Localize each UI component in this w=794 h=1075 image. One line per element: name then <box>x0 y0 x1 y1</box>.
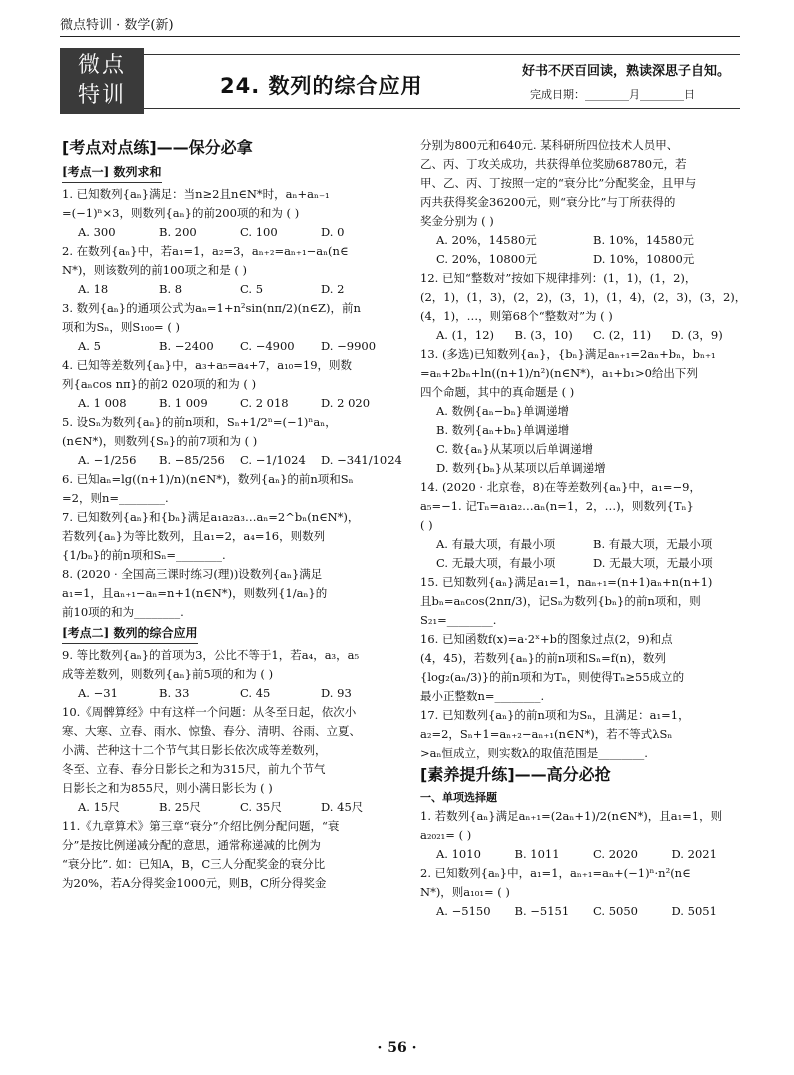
option: B. 8 <box>159 282 183 296</box>
left-column <box>62 136 402 893</box>
options <box>62 451 402 470</box>
question-line: S₂₁=________. <box>420 613 497 627</box>
option: B. 33 <box>159 686 190 700</box>
options <box>420 326 750 345</box>
question-line: 14. (2020 · 北京卷，8)在等差数列{aₙ}中，a₁=−9， <box>420 480 701 494</box>
question-line: a₂₀₂₁= ( ) <box>420 828 472 842</box>
options <box>62 798 402 817</box>
question-12 <box>420 269 750 345</box>
option: C. 数{aₙ}从某项以后单调递增 <box>436 442 594 456</box>
chapter-title: 24. 数列的综合应用 <box>220 74 423 98</box>
option: D. 2 <box>321 282 345 296</box>
option: D. 5051 <box>671 904 717 918</box>
subsection-title: [考点一] 数列求和 <box>62 163 162 183</box>
question-line: 甲、乙、丙、丁按照一定的“衰分比”分配奖金，且甲与 <box>420 176 697 190</box>
question-line: (4，1)，…，则第68个“整数对”为 ( ) <box>420 309 613 323</box>
option: B. 1011 <box>514 847 560 861</box>
question-2 <box>62 242 402 299</box>
part-heading: 一、单项选择题 <box>420 791 497 804</box>
options <box>420 250 750 269</box>
options <box>62 337 402 356</box>
section-title: [考点对点练]——保分必拿 <box>62 138 253 157</box>
option: A. −31 <box>78 686 118 700</box>
question-15 <box>420 573 750 630</box>
question-line: N*)，则a₁₀₁= ( ) <box>420 885 510 899</box>
question-line: 1. 已知数列{aₙ}满足：当n≥2且n∈N*时，aₙ+aₙ₋₁ <box>62 187 330 201</box>
question-line: 2. 已知数列{aₙ}中，a₁=1，aₙ₊₁=aₙ+(−1)ⁿ·n²(n∈ <box>420 866 691 880</box>
question-line: 2. 在数列{aₙ}中，若a₁=1，a₂=3，aₙ₊₂=aₙ₊₁−aₙ(n∈ <box>62 244 349 258</box>
question-11-continued <box>420 136 750 269</box>
option: A. 20%，14580元 <box>436 233 537 247</box>
option: C. 无最大项，有最小项 <box>436 556 556 570</box>
option: A. 18 <box>78 282 109 296</box>
option: C. 35尺 <box>240 800 282 814</box>
option: A. 5 <box>78 339 101 353</box>
subsection-title: [考点二] 数列的综合应用 <box>62 624 198 644</box>
option: B. 1 009 <box>159 396 208 410</box>
question-14 <box>420 478 750 573</box>
question-line: 17. 已知数列{aₙ}的前n项和为Sₙ，且满足：a₁=1， <box>420 708 690 722</box>
option: A. −1/256 <box>78 453 137 467</box>
question-line: 冬至、立春、春分日影长之和为315尺，前九个节气 <box>62 762 326 776</box>
option: D. 93 <box>321 686 352 700</box>
option: A. 15尺 <box>78 800 120 814</box>
option: D. 无最大项，无最小项 <box>593 556 713 570</box>
band-rule-bottom <box>144 108 740 109</box>
title-band <box>60 48 740 114</box>
question-line: 13. (多选)已知数列{aₙ}，{bₙ}满足aₙ₊₁=2aₙ+bₙ，bₙ₊₁ <box>420 347 716 361</box>
options <box>62 280 402 299</box>
question-line: ( ) <box>420 518 433 532</box>
question-line: N*)，则该数列的前100项之和是 ( ) <box>62 263 248 277</box>
motto: 好书不厌百回读，熟读深思子自知。 <box>521 64 730 79</box>
option: B. 有最大项，无最小项 <box>593 537 713 551</box>
question-line: 8. (2020 · 全国高三课时练习(理))设数列{aₙ}满足 <box>62 567 323 581</box>
options <box>420 902 750 921</box>
section-badge <box>60 48 144 114</box>
options <box>62 394 402 413</box>
question-line: 6. 已知aₙ=lg((n+1)/n)(n∈N*)，数列{aₙ}的前n项和Sₙ <box>62 472 354 486</box>
option: D. 数列{bₙ}从某项以后单调递增 <box>436 461 606 475</box>
practice-question-1 <box>420 807 750 864</box>
option: B. 数列{aₙ+bₙ}单调递增 <box>436 423 570 437</box>
question-1 <box>62 185 402 242</box>
option: D. (3，9) <box>671 328 723 342</box>
option: C. 2 018 <box>240 396 289 410</box>
option: C. 5 <box>240 282 264 296</box>
option: B. 200 <box>159 225 197 239</box>
option: D. 2021 <box>671 847 717 861</box>
question-line: 列{aₙcos nπ}的前2 020项的和为 ( ) <box>62 377 257 391</box>
question-line: “衰分比”. 如：已知A，B，C三人分配奖金的衰分比 <box>62 857 326 871</box>
option: C. 5050 <box>593 904 638 918</box>
option: A. (1，12) <box>436 328 495 342</box>
option: B. −2400 <box>159 339 214 353</box>
question-line: (4，45)，若数列{aₙ}的前n项和Sₙ=f(n)，数列 <box>420 651 666 665</box>
options <box>420 845 750 864</box>
option: C. 20%，10800元 <box>436 252 537 266</box>
question-8 <box>62 565 402 622</box>
question-5 <box>62 413 402 470</box>
option: A. 1010 <box>436 847 481 861</box>
option: D. 2 020 <box>321 396 371 410</box>
question-17 <box>420 706 750 763</box>
question-line: 且bₙ=aₙcos(2nπ/3)，记Sₙ为数列{bₙ}的前n项和，则 <box>420 594 701 608</box>
question-line: (2，1)，(1，3)，(2，2)，(3，1)，(1，4)，(2，3)，(3，2)， <box>420 290 747 304</box>
options <box>62 223 402 242</box>
question-line: {log₂(aₙ/3)}的前n项和为Tₙ，则使得Tₙ≥55成立的 <box>420 670 685 684</box>
options <box>62 684 402 703</box>
option: A. 300 <box>78 225 116 239</box>
practice-question-2 <box>420 864 750 921</box>
question-line: 丙共获得奖金36200元，则“衰分比”与丁所获得的 <box>420 195 676 209</box>
question-line: 四个命题，其中的真命题是 ( ) <box>420 385 575 399</box>
question-9 <box>62 646 402 703</box>
question-line: 成等差数列，则数列{aₙ}前5项的和为 ( ) <box>62 667 274 681</box>
question-line: 最小正整数n=________. <box>420 689 545 703</box>
option: C. 100 <box>240 225 278 239</box>
question-11 <box>62 817 402 893</box>
option: C. 45 <box>240 686 271 700</box>
right-column <box>420 136 750 921</box>
option: A. 数例{aₙ−bₙ}单调递增 <box>436 404 570 418</box>
options <box>420 554 750 573</box>
question-line: 5. 设Sₙ为数列{aₙ}的前n项和，Sₙ+1/2ⁿ=(−1)ⁿaₙ， <box>62 415 337 429</box>
question-line: 前10项的和为________. <box>62 605 184 619</box>
question-line: 乙、丙、丁攻关成功，共获得单位奖励68780元，若 <box>420 157 687 171</box>
option: B. (3，10) <box>514 328 573 342</box>
badge-line2: 特训 <box>77 83 126 108</box>
question-line: =aₙ+2bₙ+ln((n+1)/n²)(n∈N*)，a₁+b₁>0给出下列 <box>420 366 698 380</box>
question-line: 日影长之和为855尺，则小满日影长为 ( ) <box>62 781 273 795</box>
option: B. 25尺 <box>159 800 201 814</box>
question-line: {1/bₙ}的前n项和Sₙ=________. <box>62 548 226 562</box>
completion-date: 完成日期：________月________日 <box>530 88 695 101</box>
question-line: 分”是按比例递减分配的意思，通常称递减的比例为 <box>62 838 321 852</box>
question-line: (n∈N*)，则数列{Sₙ}的前7项和为 ( ) <box>62 434 258 448</box>
option: C. 2020 <box>593 847 638 861</box>
option: C. −4900 <box>240 339 295 353</box>
question-line: =(−1)ⁿ×3，则数列{aₙ}的前200项的和为 ( ) <box>62 206 300 220</box>
question-line: 10.《周髀算经》中有这样一个问题：从冬至日起，依次小 <box>62 705 357 719</box>
question-line: a₅=−1. 记Tₙ=a₁a₂…aₙ(n=1，2，…)，则数列{Tₙ} <box>420 499 694 513</box>
question-6 <box>62 470 402 508</box>
question-line: 9. 等比数列{aₙ}的首项为3，公比不等于1，若a₄，a₃，a₅ <box>62 648 360 662</box>
options <box>420 535 750 554</box>
question-line: 7. 已知数列{aₙ}和{bₙ}满足a₁a₂a₃…aₙ=2^bₙ(n∈N*)， <box>62 510 360 524</box>
question-3 <box>62 299 402 356</box>
question-line: 小满、芒种这十二个节气其日影长依次成等差数列， <box>62 743 327 757</box>
option: D. 0 <box>321 225 345 239</box>
question-line: 若数列{aₙ}为等比数列，且a₁=2，a₄=16，则数列 <box>62 529 326 543</box>
option: D. 45尺 <box>321 800 364 814</box>
question-line: 分别为800元和640元. 某科研所四位技术人员甲、 <box>420 138 679 152</box>
question-line: a₂=2，Sₙ+1=aₙ₊₂−aₙ₊₁(n∈N*)，若不等式λSₙ <box>420 727 673 741</box>
option: C. −1/1024 <box>240 453 306 467</box>
question-line: 1. 若数列{aₙ}满足aₙ₊₁=(2aₙ+1)/2(n∈N*)，且a₁=1，则 <box>420 809 723 823</box>
option: A. −5150 <box>436 904 491 918</box>
question-line: 3. 数列{aₙ}的通项公式为aₙ=1+n²sin(nπ/2)(n∈Z)，前n <box>62 301 361 315</box>
option: D. −341/1024 <box>321 453 402 467</box>
option: B. −5151 <box>514 904 570 918</box>
question-line: >aₙ恒成立，则实数λ的取值范围是________. <box>420 746 648 760</box>
section-title: [素养提升练]——高分必抢 <box>420 765 611 784</box>
option: C. (2，11) <box>593 328 652 342</box>
question-16 <box>420 630 750 706</box>
question-line: 寒、大寒、立春、雨水、惊蛰、春分、清明、谷雨、立夏、 <box>62 724 361 738</box>
question-line: 15. 已知数列{aₙ}满足a₁=1，naₙ₊₁=(n+1)aₙ+n(n+1) <box>420 575 713 589</box>
option: D. 10%，10800元 <box>593 252 695 266</box>
question-line: 4. 已知等差数列{aₙ}中，a₃+a₅=a₄+7，a₁₀=19，则数 <box>62 358 353 372</box>
options <box>420 231 750 250</box>
option: A. 有最大项，有最小项 <box>436 537 556 551</box>
question-line: 16. 已知函数f(x)=a·2ˣ+b的图象过点(2，9)和点 <box>420 632 673 646</box>
option: D. −9900 <box>321 339 377 353</box>
question-4 <box>62 356 402 413</box>
question-line: a₁=1，且aₙ₊₁−aₙ=n+1(n∈N*)，则数列{1/aₙ}的 <box>62 586 328 600</box>
question-line: 11.《九章算术》第三章“衰分”介绍比例分配问题，“衰 <box>62 819 340 833</box>
option: A. 1 008 <box>78 396 127 410</box>
header-rule <box>60 36 740 37</box>
series-header: 微点特训 · 数学(新) <box>60 18 174 33</box>
question-13 <box>420 345 750 478</box>
question-line: =2，则n=________. <box>62 491 169 505</box>
question-line: 项和为Sₙ，则S₁₀₀= ( ) <box>62 320 180 334</box>
question-line: 为20%，若A分得奖金1000元，则B，C所分得奖金 <box>62 876 327 890</box>
option: B. −85/256 <box>159 453 225 467</box>
question-10 <box>62 703 402 817</box>
badge-line1: 微点 <box>77 53 126 78</box>
question-line: 奖金分别为 ( ) <box>420 214 494 228</box>
band-rule-top <box>144 54 740 55</box>
question-7 <box>62 508 402 565</box>
page-number: · 56 · <box>377 1040 417 1056</box>
option: B. 10%，14580元 <box>593 233 694 247</box>
question-line: 12. 已知“整数对”按如下规律排列：(1，1)，(1，2)， <box>420 271 697 285</box>
